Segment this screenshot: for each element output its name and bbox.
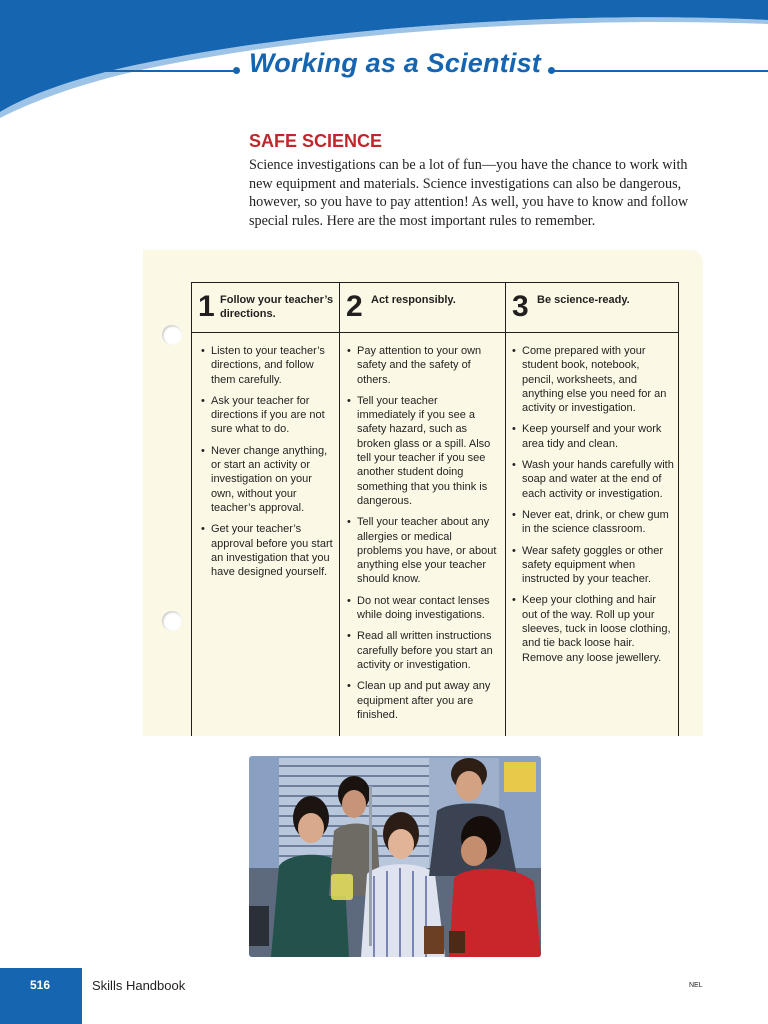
list-item: • Come prepared with your student book, notebook, pencil, worksheets, and anything else you need for an activity or investigation.	[512, 344, 674, 415]
column-number: 1	[198, 290, 215, 323]
header-rule-left	[102, 70, 236, 72]
column-3-header	[512, 290, 672, 330]
publisher-mark: NEL	[689, 982, 703, 989]
list-item: • Get your teacher’s approval before you start an investigation that you have designed yourself.	[201, 522, 337, 579]
list-item: • Never change anything, or start an activity or investigation on your own, without your teacher’s approval.	[201, 444, 337, 515]
column-number: 3	[512, 290, 529, 323]
lab-photo	[249, 756, 541, 957]
column-label: Be science-ready.	[537, 294, 630, 306]
list-item: • Ask your teacher for directions if you are not sure what to do.	[201, 394, 337, 437]
list-item: • Wear safety goggles or other safety equipment when instructed by your teacher.	[512, 544, 674, 587]
page-number-tab	[0, 968, 82, 1024]
binder-hole-bottom	[162, 611, 182, 631]
header-row-rule	[191, 332, 679, 333]
column-2-rules	[347, 344, 499, 729]
column-divider	[339, 282, 340, 736]
list-item: • Do not wear contact lenses while doing investigations.	[347, 594, 499, 623]
column-2-header	[346, 290, 501, 330]
column-label: Act responsibly.	[371, 294, 456, 306]
list-item: • Tell your teacher immediately if you see a safety hazard, such as broken glass or a spill. Also tell your teacher if you see another student doing something that you think is dangerous.	[347, 394, 499, 508]
column-3-rules	[512, 344, 674, 672]
header-rule-right	[554, 70, 768, 72]
column-divider	[505, 282, 506, 736]
column-number: 2	[346, 290, 363, 323]
column-1-rules	[201, 344, 337, 586]
chapter-title: Working as a Scientist	[249, 48, 541, 78]
list-item: • Wash your hands carefully with soap and water at the end of each activity or investigation.	[512, 458, 674, 501]
column-1-header	[198, 290, 336, 330]
list-item: • Clean up and put away any equipment after you are finished.	[347, 679, 499, 722]
intro-paragraph: Science investigations can be a lot of fun—you have the chance to work with new equipment and materials. Science investigations can also be dangerous, however, so you have to pay attention! As well, you have to know and follow special rules. Here are the most important rules to remember.	[249, 157, 689, 229]
header-dot-left	[233, 67, 240, 74]
list-item: • Tell your teacher about any allergies or medical problems you have, or about anything else your teacher should know.	[347, 515, 499, 586]
list-item: • Pay attention to your own safety and the safety of others.	[347, 344, 499, 387]
book-section-label: Skills Handbook	[92, 978, 186, 993]
list-item: • Keep yourself and your work area tidy and clean.	[512, 422, 674, 451]
list-item: • Listen to your teacher’s directions, and follow them carefully.	[201, 344, 337, 387]
list-item: • Keep your clothing and hair out of the way. Roll up your sleeves, tuck in loose clothing, and tie back loose hair. Remove any loose jewellery.	[512, 593, 674, 664]
binder-hole-top	[162, 325, 182, 345]
page-number: 516	[30, 978, 51, 992]
column-label: Follow your teacher’s directions.	[220, 294, 334, 320]
list-item: • Read all written instructions carefully before you start an activity or investigation.	[347, 629, 499, 672]
list-item: • Never eat, drink, or chew gum in the science classroom.	[512, 508, 674, 537]
section-title: SAFE SCIENCE	[249, 131, 383, 151]
